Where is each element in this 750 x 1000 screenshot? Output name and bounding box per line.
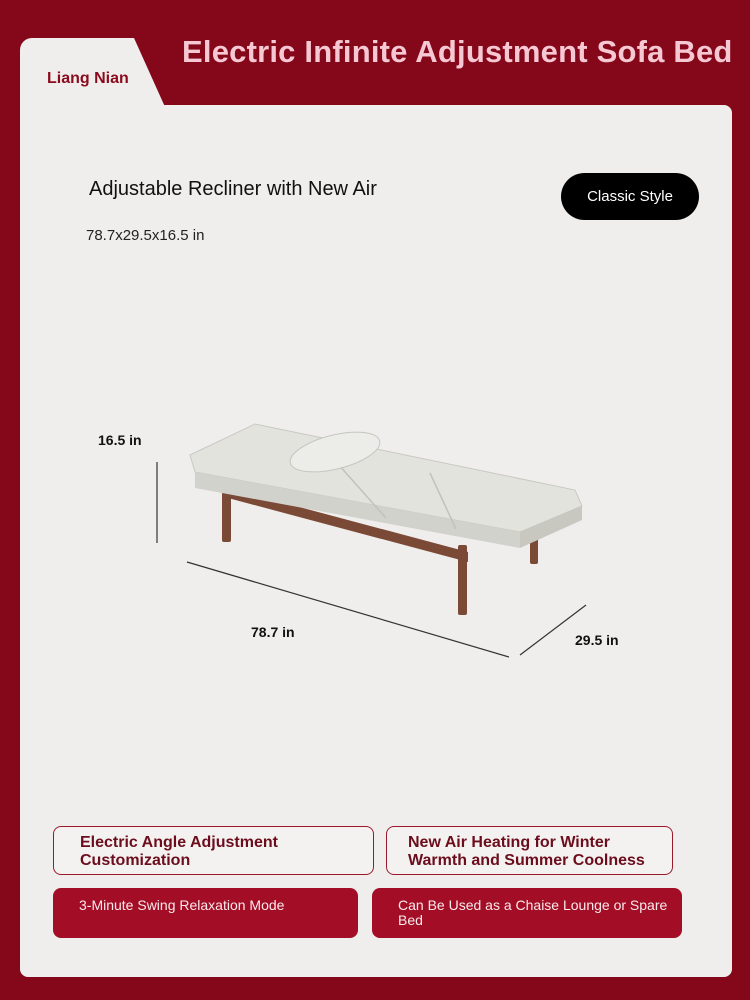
feature-new-air: New Air Heating for Winter Warmth and Summer Coolness — [386, 826, 673, 875]
width-label: 29.5 in — [575, 632, 619, 648]
feature-angle-adjustment: Electric Angle Adjustment Customization — [53, 826, 374, 875]
feature-chaise-lounge: Can Be Used as a Chaise Lounge or Spare Bed — [372, 888, 682, 938]
product-name: Adjustable Recliner with New Air — [89, 178, 377, 200]
style-badge[interactable]: Classic Style — [561, 173, 699, 220]
height-label: 16.5 in — [98, 432, 142, 448]
page-title: Electric Infinite Adjustment Sofa Bed — [182, 34, 733, 69]
cushion — [190, 424, 582, 548]
length-label: 78.7 in — [251, 624, 295, 640]
feature-swing-mode: 3-Minute Swing Relaxation Mode — [53, 888, 358, 938]
product-dimensions: 78.7x29.5x16.5 in — [86, 227, 205, 244]
brand-name: Liang Nian — [47, 70, 129, 87]
